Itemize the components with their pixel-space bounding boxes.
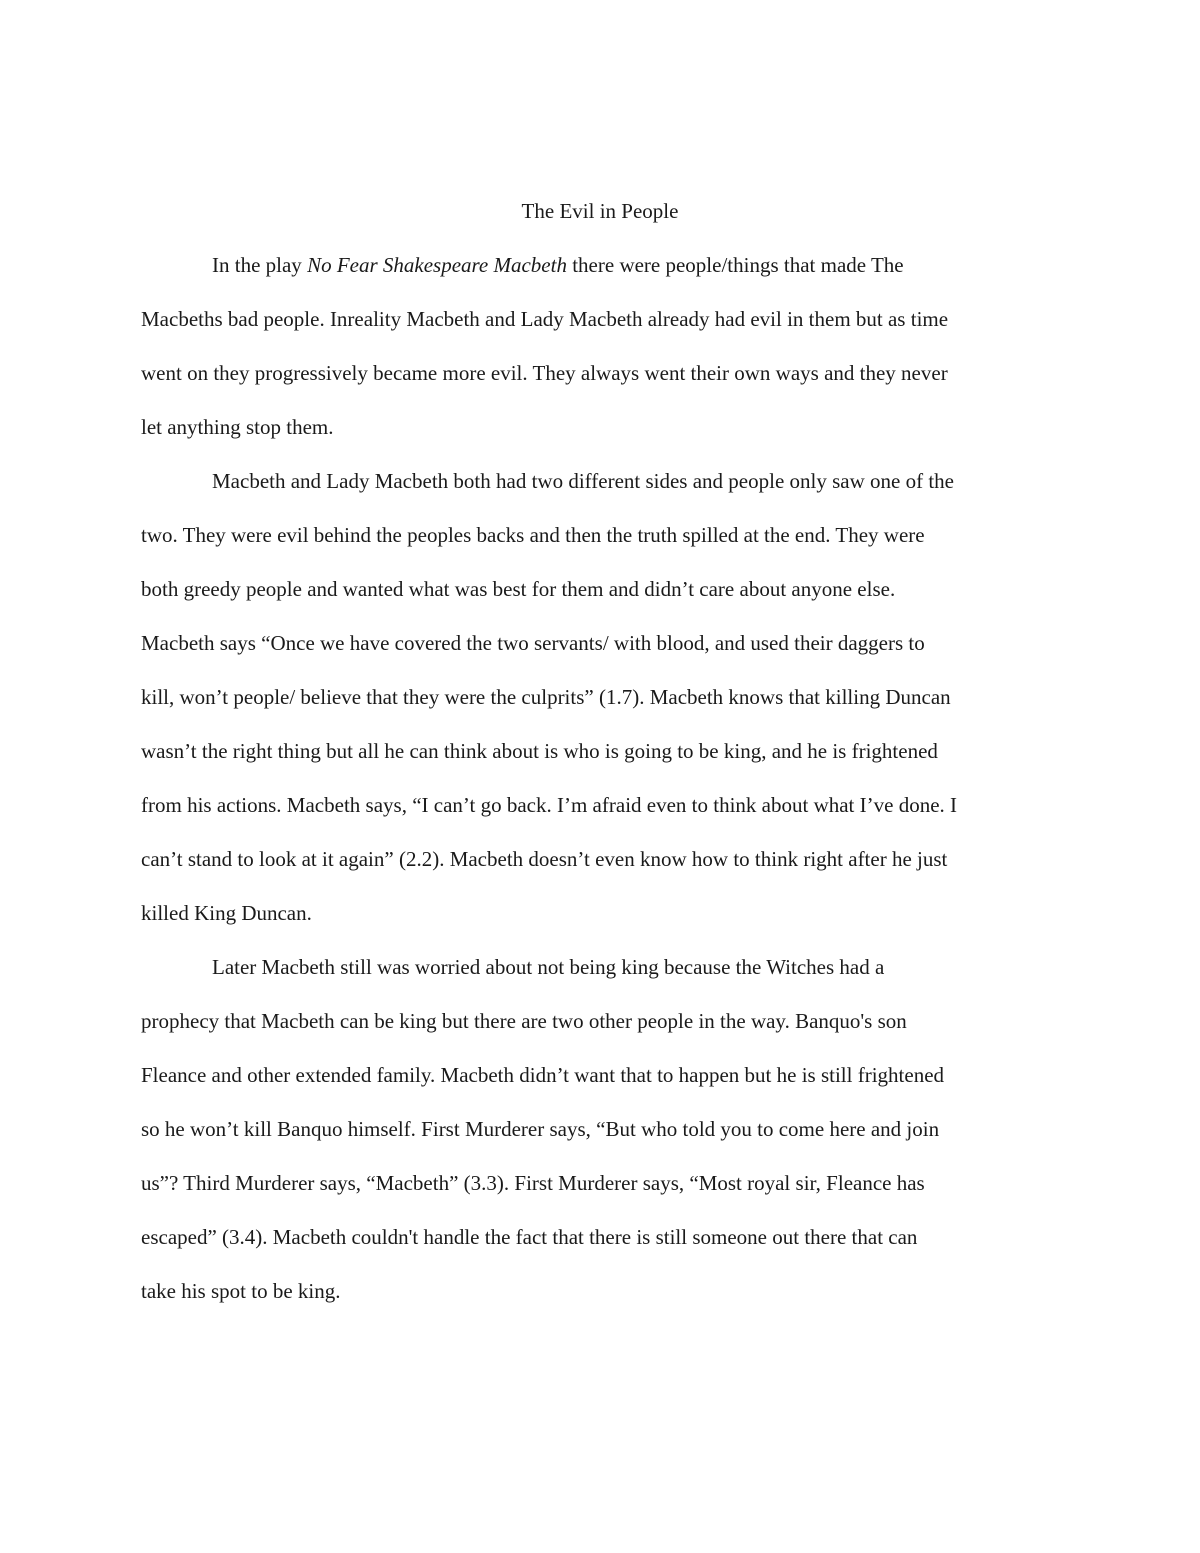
paragraph-3-line-7: take his spot to be king. (141, 1279, 341, 1303)
work-title: No Fear Shakespeare Macbeth (307, 253, 567, 277)
document-title: The Evil in People (521, 199, 679, 223)
paragraph-2-line-5: kill, won’t people/ believe that they were the culprits” (1.7). Macbeth knows that killing Duncan (141, 685, 951, 709)
paragraph-3-line-2: prophecy that Macbeth can be king but there are two other people in the way. Banquo's son (141, 1009, 907, 1033)
paragraph-1-line-1-tail: there were people/things that made The (566, 253, 904, 277)
paragraph-1-line-4: let anything stop them. (141, 415, 334, 439)
paragraph-2-line-4: Macbeth says “Once we have covered the two servants/ with blood, and used their daggers to (141, 631, 925, 655)
paragraph-1-line-1 (212, 250, 904, 280)
paragraph-3-line-1: Later Macbeth still was worried about not being king because the Witches had a (212, 955, 885, 979)
paragraph-2-line-6: wasn’t the right thing but all he can think about is who is going to be king, and he is frightened (141, 739, 938, 763)
paragraph-2-line-1: Macbeth and Lady Macbeth both had two different sides and people only saw one of the (212, 469, 954, 493)
paragraph-3-line-3: Fleance and other extended family. Macbeth didn’t want that to happen but he is still frightened (141, 1063, 945, 1087)
paragraph-1-line-3: went on they progressively became more evil. They always went their own ways and they never (141, 361, 948, 385)
paragraph-3-line-5: us”? Third Murderer says, “Macbeth” (3.3). First Murderer says, “Most royal sir, Fleance has (141, 1171, 925, 1195)
paragraph-2-line-7: from his actions. Macbeth says, “I can’t go back. I’m afraid even to think about what I’ve done. I (141, 793, 958, 817)
paragraph-2-line-9: killed King Duncan. (141, 901, 312, 925)
paragraph-3-line-4: so he won’t kill Banquo himself. First Murderer says, “But who told you to come here and join (141, 1117, 940, 1141)
paragraph-2-line-3: both greedy people and wanted what was best for them and didn’t care about anyone else. (141, 577, 896, 601)
paragraph-2-line-8: can’t stand to look at it again” (2.2). Macbeth doesn’t even know how to think right after he just (141, 847, 948, 871)
paragraph-3-line-6: escaped” (3.4). Macbeth couldn't handle the fact that there is still someone out there that can (141, 1225, 918, 1249)
paragraph-1-line-2: Macbeths bad people. Inreality Macbeth and Lady Macbeth already had evil in them but as time (141, 307, 949, 331)
paragraph-1-line-1-lead: In the play (212, 253, 308, 277)
paragraph-2-line-2: two. They were evil behind the peoples backs and then the truth spilled at the end. They were (141, 523, 925, 547)
